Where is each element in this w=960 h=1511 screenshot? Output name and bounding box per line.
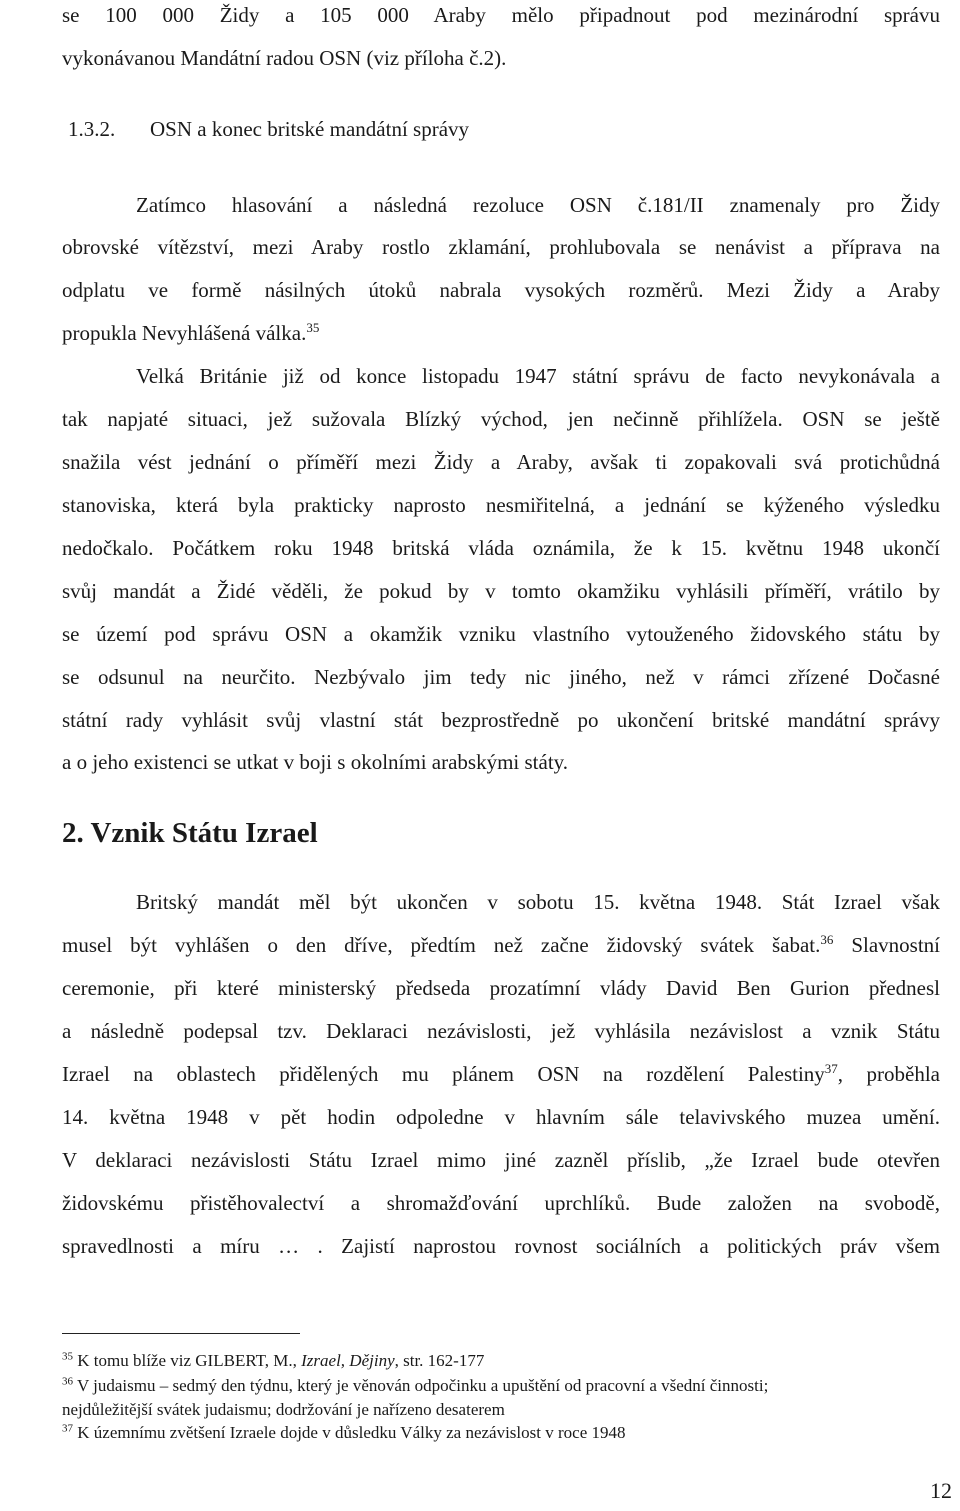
- para3-line-3: ceremonie, při které ministerský předseda prozatímní vlády David Ben Gurion přednesl: [62, 976, 940, 1000]
- para2-line-9: státní rady vyhlásit svůj vlastní stát bezprostředně po ukončení britské mandátní správy: [62, 708, 940, 732]
- para3-line-5-tail: , proběhla: [837, 1062, 940, 1086]
- footnote-35-text: K tomu blíže viz GILBERT, M.,: [73, 1351, 302, 1370]
- footnote-36: [62, 1376, 940, 1396]
- footnote-ref-37: 37: [824, 1061, 838, 1076]
- para3-line-4: a následně podepsal tzv. Deklaraci nezávislosti, jež vyhlásila nezávislost a vznik Státu: [62, 1019, 940, 1043]
- footnote-35-title: Izrael, Dějiny: [301, 1351, 395, 1370]
- para2-line-10: a o jeho existenci se utkat v boji s okolními arabskými státy.: [62, 750, 569, 774]
- para3-line-1: Britský mandát měl být ukončen v sobotu 15. května 1948. Stát Izrael však: [136, 890, 940, 914]
- para3-line-8: židovskému přistěhovalectví a shromažďování uprchlíků. Bude založen na svobodě,: [62, 1191, 940, 1215]
- para3-line-7: V deklaraci nezávislosti Státu Izrael mimo jiné zazněl příslib, „že Izrael bude otevřen: [62, 1148, 940, 1172]
- footnote-ref-35: 35: [306, 320, 320, 335]
- intro-line-2: vykonávanou Mandátní radou OSN (viz příloha č.2).: [62, 46, 507, 70]
- footnote-35-pages: , str. 162-177: [394, 1351, 485, 1370]
- footnote-36-text: V judaismu – sedmý den týdnu, který je věnován odpočinku a upuštění od pracovní a všední činnosti;: [73, 1376, 769, 1395]
- para1-line-2: obrovské vítězství, mezi Araby rostlo zklamání, prohlubovala se nenávist a příprava na: [62, 235, 940, 259]
- para2-line-4: stanoviska, která byla prakticky naprosto nesmiřitelná, a jednání se kýženého výsledku: [62, 493, 940, 517]
- section-number: 1.3.2.: [68, 117, 116, 141]
- page-number: 12: [930, 1478, 952, 1503]
- para2-line-3: snažila vést jednání o příměří mezi Židy a Araby, avšak ti zopakovali svá protichůdná: [62, 450, 940, 474]
- section-title: OSN a konec britské mandátní správy: [150, 117, 470, 141]
- para1-line-4-text: propukla Nevyhlášená válka.: [62, 321, 307, 345]
- chapter-2-heading: 2. Vznik Státu Izrael: [62, 817, 318, 849]
- footnote-37-number: 37: [62, 1422, 73, 1435]
- para1-line-3: odplatu ve formě násilných útoků nabrala vysokých rozměrů. Mezi Židy a Araby: [62, 278, 940, 302]
- footnote-35: [62, 1351, 940, 1371]
- para2-line-8: se odsunul na neurčito. Nezbývalo jim tedy nic jiného, než v rámci zřízené Dočasné: [62, 665, 940, 689]
- para2-line-1: Velká Británie již od konce listopadu 1947 státní správu de facto nevykonávala a: [136, 364, 940, 388]
- intro-line-1: se 100 000 Židy a 105 000 Araby mělo připadnout pod mezinárodní správu: [62, 3, 940, 27]
- para3-line-9: spravedlnosti a míru … . Zajistí naprostou rovnost sociálních a politických práv všem: [62, 1234, 940, 1258]
- footnote-ref-36: 36: [820, 932, 834, 947]
- para2-line-2: tak napjaté situaci, jež sužovala Blízký východ, jen nečinně přihlížela. OSN se ještě: [62, 407, 940, 431]
- footnote-36-number: 36: [62, 1375, 73, 1388]
- footnote-35-number: 35: [62, 1350, 73, 1363]
- para3-line-6: 14. května 1948 v pět hodin odpoledne v hlavním sále telavivského muzea umění.: [62, 1105, 940, 1129]
- para2-line-7: se území pod správu OSN a okamžik vzniku vlastního vytouženého židovského státu by: [62, 622, 940, 646]
- footnote-37: [62, 1423, 940, 1443]
- para3-line-2-tail: Slavnostní: [833, 933, 940, 957]
- footnote-37-text: K územnímu zvětšení Izraele dojde v důsledku Války za nezávislost v roce 1948: [73, 1423, 626, 1442]
- footnote-36-continuation: nejdůležitější svátek judaismu; dodržování je nařízeno desaterem: [62, 1400, 505, 1419]
- para2-line-6: svůj mandát a Židé věděli, že pokud by v tomto okamžiku vyhlásili příměří, vrátilo by: [62, 579, 940, 603]
- para1-line-1: Zatímco hlasování a následná rezoluce OSN č.181/II znamenaly pro Židy: [136, 193, 940, 217]
- para3-line-5-text: Izrael na oblastech přidělených mu plánem OSN na rozdělení Palestiny: [62, 1062, 825, 1086]
- para3-line-2-text: musel být vyhlášen o den dříve, předtím než začne židovský svátek šabat.: [62, 933, 821, 957]
- para3-line-5: [62, 1061, 940, 1087]
- para2-line-5: nedočkalo. Počátkem roku 1948 britská vláda oznámila, že k 15. květnu 1948 ukončí: [62, 536, 940, 560]
- para3-line-2: [62, 932, 940, 958]
- footnote-separator: [62, 1333, 300, 1334]
- para1-line-4: [62, 320, 940, 346]
